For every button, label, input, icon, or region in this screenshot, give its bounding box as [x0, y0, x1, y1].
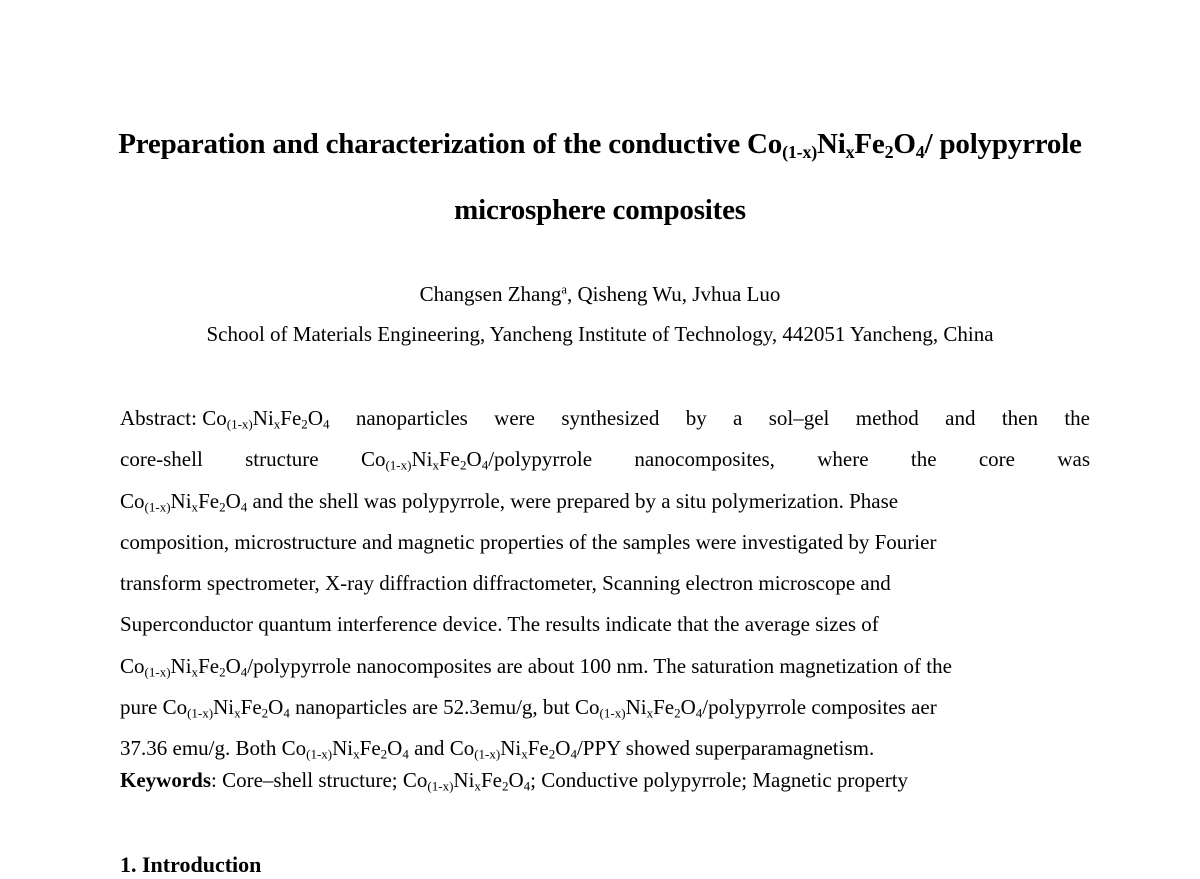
paper-title-line-2: microsphere composites	[454, 194, 746, 226]
abstract-line-1	[120, 398, 1090, 439]
word: nanocomposites,	[634, 447, 775, 472]
formula: $Co_{(1-x)}Ni_xFe_2O_4$	[120, 653, 248, 680]
affiliation: School of Materials Engineering, Yancheng Institute of Technology, 442051 Yancheng, China	[206, 322, 994, 346]
abstract-line-4: composition, microstructure and magnetic properties of the samples were investigated by Fourier	[120, 529, 937, 554]
word: by	[685, 406, 707, 430]
abstract-line-6: Superconductor quantum interference device. The results indicate that the average sizes of	[120, 612, 879, 637]
abstract-line-2	[120, 439, 1090, 480]
formula: $Co_{(1-x)}Ni_xFe_2O_4$	[360, 447, 489, 473]
formula: $Co_{(1-x)}Ni_xFe_2O_4$	[575, 695, 703, 721]
abstract	[120, 398, 1090, 770]
word: a	[733, 406, 743, 430]
word: structure	[245, 447, 319, 472]
abstract-lead	[120, 398, 330, 439]
word: then	[1001, 406, 1038, 430]
keywords-label: Keywords	[120, 768, 211, 792]
word: nanoparticles	[355, 406, 468, 430]
abstract-line-3: $Co_{(1-x)}Ni_xFe_2O_4$ and the shell was polypyrrole, were prepared by a situ polymerization. Phase	[120, 488, 899, 515]
formula: $Co_{(1-x)}Ni_xFe_2O_4$	[162, 695, 290, 721]
word: where	[817, 447, 869, 472]
word: the	[1064, 406, 1090, 430]
formula: $Co_{(1-x)}Ni_xFe_2O_4$	[120, 488, 248, 515]
paper-title-line-1: Preparation and characterization of the conductive $Co_{(1-x)}Ni_xFe_2O_4/$ polypyrrole	[118, 128, 1082, 163]
formula: $Co_{(1-x)}Ni_xFe_2O_4$	[449, 736, 577, 763]
word: were	[494, 406, 535, 430]
word: and	[945, 406, 976, 430]
word: the	[910, 447, 937, 472]
formula: $Co_{(1-x)}Ni_xFe_2O_4$	[402, 768, 531, 794]
word: was	[1057, 447, 1090, 472]
abstract-line-8: pure $Co_{(1-x)}Ni_xFe_2O_4$ nanoparticles are 52.3emu/g, but $Co_{(1-x)}Ni_xFe_2O_4$/polypyrrole composites aer	[120, 695, 937, 721]
word: sol–gel	[768, 406, 830, 430]
formula: $Co_{(1-x)}Ni_xFe_2O_4$	[202, 406, 330, 432]
word: core	[978, 447, 1015, 472]
author-list: Changsen Zhang$^a$, Qisheng Wu, Jvhua Luo	[419, 282, 781, 306]
abstract-line-7: $Co_{(1-x)}Ni_xFe_2O_4$/polypyrrole nanocomposites are about 100 nm. The saturation magnetization of the	[120, 653, 952, 680]
word: method	[855, 406, 919, 430]
word: core-shell	[120, 447, 203, 472]
keywords: Keywords: Core–shell structure; $Co_{(1-x)}Ni_xFe_2O_4$; Conductive polypyrrole; Magnetic property	[120, 768, 909, 794]
word: synthesized	[561, 406, 660, 430]
section-heading-introduction: 1. Introduction	[120, 852, 262, 877]
abstract-line-9: 37.36 emu/g. Both $Co_{(1-x)}Ni_xFe_2O_4$ and $Co_{(1-x)}Ni_xFe_2O_4$/PPY showed superparamagnetism.	[120, 736, 875, 763]
abstract-label: Abstract:	[120, 406, 197, 430]
formula: $Co_{(1-x)}Ni_xFe_2O_4$	[281, 736, 409, 763]
formula-group: $Co_{(1-x)}Ni_xFe_2O_4$/polypyrrole	[360, 447, 593, 473]
abstract-line-5: transform spectrometer, X-ray diffraction diffractometer, Scanning electron microscope and	[120, 571, 891, 596]
